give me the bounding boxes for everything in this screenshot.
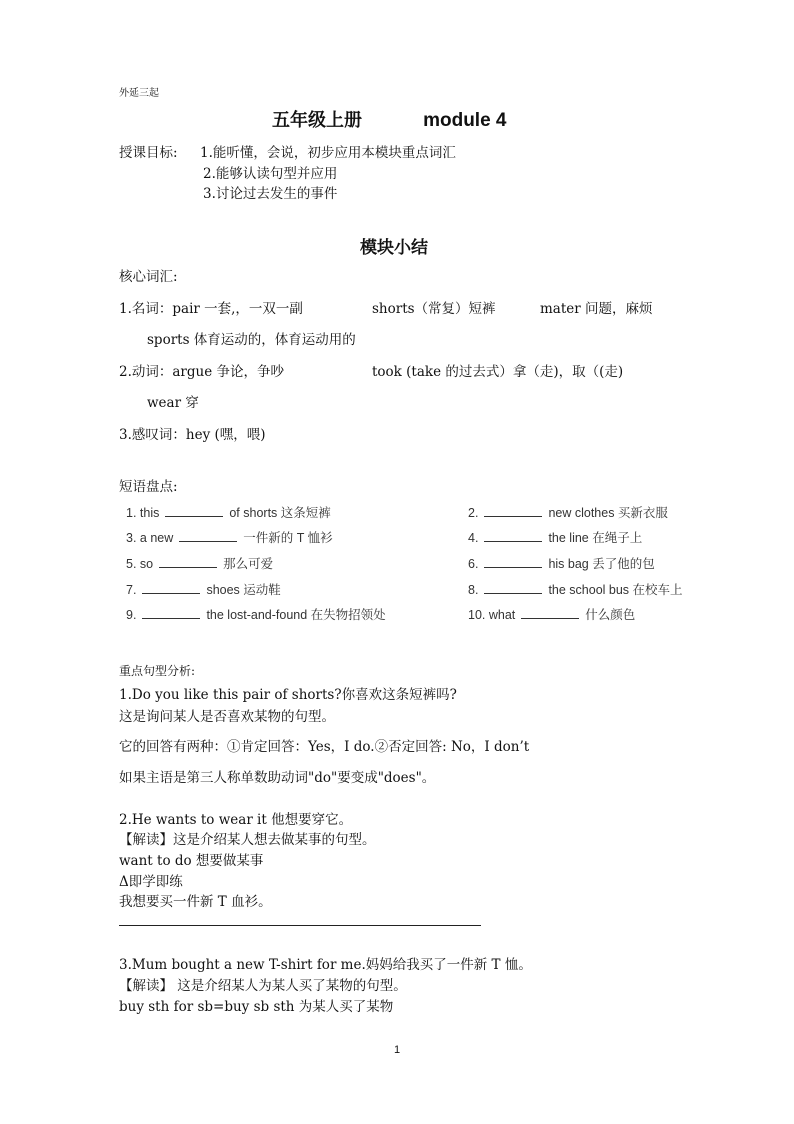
- objectives-label: 授课目标:: [119, 145, 178, 161]
- phrase-item: 8. the school bus 在校车上: [468, 583, 683, 597]
- vocab-matter: mater 问题，麻烦: [540, 301, 653, 317]
- sentence-line: 我想要买一件新 T 血衫。: [119, 894, 272, 910]
- phrase-item: 6. his bag 丢了他的包: [468, 557, 655, 571]
- sentence-line: 3.Mum bought a new T-shirt for me.妈妈给我买了一件新 T 恤。: [119, 957, 532, 973]
- vocab-nouns: 1.名词：pair 一套,，一双一副: [119, 301, 303, 317]
- sentence-line: 1.Do you like this pair of shorts?你喜欢这条短裤吗?: [119, 687, 457, 703]
- phrases-heading: 短语盘点:: [119, 479, 178, 495]
- objective-item: 1.能听懂，会说，初步应用本模块重点词汇: [200, 145, 456, 161]
- phrase-item: 4. the line 在绳子上: [468, 531, 643, 545]
- title-cn: 五年级上册: [272, 110, 362, 131]
- vocab-wear: wear 穿: [147, 395, 199, 411]
- sentence-line: 如果主语是第三人称单数助动词"do"要变成"does"。: [119, 770, 436, 786]
- page-title: [272, 106, 507, 132]
- sentence-line: 它的回答有两种：①肯定回答：Yes，I do.②否定回答: No，I don’t: [119, 739, 530, 755]
- title-en: module 4: [423, 110, 507, 131]
- vocab-took: took (take 的过去式）拿（走)，取（(走): [372, 364, 624, 380]
- vocab-verbs: 2.动词：argue 争论，争吵: [119, 364, 284, 380]
- objective-item: 2.能够认读句型并应用: [203, 166, 338, 182]
- phrase-item: 9. the lost-and-found 在失物招领处: [126, 608, 386, 622]
- phrase-item: 2. new clothes 买新衣服: [468, 506, 668, 520]
- vocab-interjection: 3.感叹词：hey (嘿，喂): [119, 427, 266, 443]
- sentence-line: 2.He wants to wear it 他想要穿它。: [119, 812, 353, 828]
- answer-line: [119, 925, 481, 926]
- vocab-sports: sports 体育运动的，体育运动用的: [147, 332, 356, 348]
- vocab-shorts: shorts（常复）短裤: [372, 301, 496, 317]
- sentences-heading: 重点句型分析:: [119, 664, 196, 678]
- sentence-line: Δ即学即练: [119, 874, 183, 890]
- sentence-line: want to do 想要做某事: [119, 853, 264, 869]
- sentence-line: buy sth for sb=buy sb sth 为某人买了某物: [119, 999, 394, 1015]
- phrase-item: 7. shoes 运动鞋: [126, 583, 281, 597]
- sentence-line: 这是询问某人是否喜欢某物的句型。: [119, 709, 335, 725]
- phrase-item: 1. this of shorts 这条短裤: [126, 506, 331, 520]
- objective-item: 3.讨论过去发生的事件: [203, 186, 338, 202]
- sentence-line: 【解读】 这是介绍某人为某人买了某物的句型。: [119, 978, 407, 994]
- page-number: 1: [394, 1044, 401, 1056]
- header-tag: 外延三起: [119, 88, 159, 99]
- phrase-item: 5. so 那么可爱: [126, 557, 274, 571]
- phrase-item: 3. a new 一件新的 T 恤衫: [126, 531, 333, 545]
- summary-title: 模块小结: [360, 238, 428, 258]
- sentence-line: 【解读】这是介绍某人想去做某事的句型。: [119, 832, 376, 848]
- vocab-heading: 核心词汇:: [119, 269, 178, 285]
- phrase-item: 10. what 什么颜色: [468, 608, 636, 622]
